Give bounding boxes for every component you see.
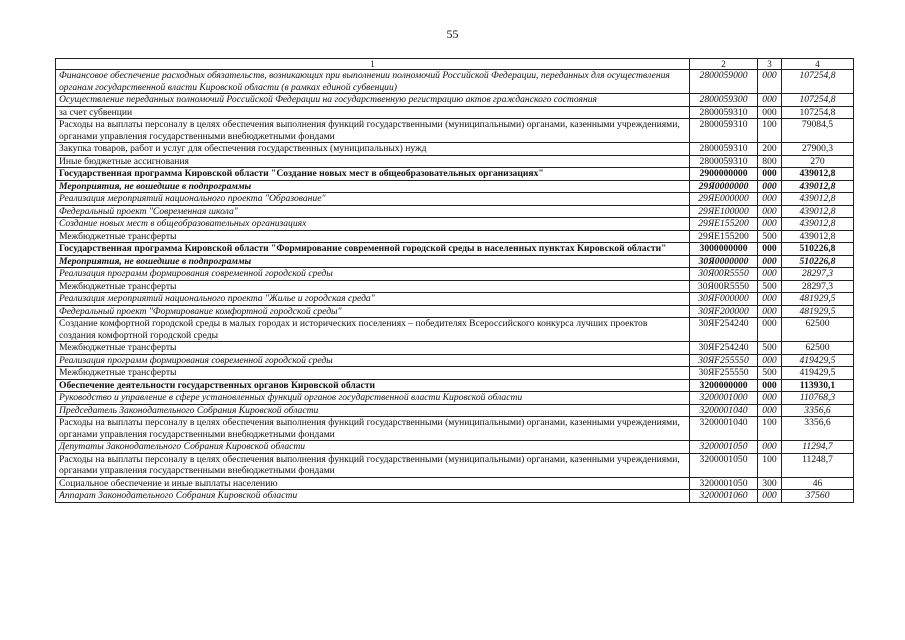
table-row	[56, 318, 854, 342]
row-code-cell: 3200001000	[690, 392, 758, 405]
row-type-cell: 000	[758, 404, 782, 417]
table-row	[56, 243, 854, 256]
row-code-cell: 30ЯF000000	[690, 293, 758, 306]
row-code-cell: 2800059310	[690, 143, 758, 156]
table-row	[56, 280, 854, 293]
row-code-cell: 30ЯF255550	[690, 367, 758, 380]
table-row	[56, 230, 854, 243]
table-row	[56, 268, 854, 281]
row-type-cell: 000	[758, 168, 782, 181]
row-amount-cell: 11248,7	[782, 453, 854, 477]
row-name-cell: Обеспечение деятельности государственных органов Кировской области	[56, 379, 690, 392]
row-amount-cell: 419429,5	[782, 354, 854, 367]
row-amount-cell: 46	[782, 477, 854, 490]
table-row	[56, 255, 854, 268]
table-row	[56, 70, 854, 94]
table-row	[56, 477, 854, 490]
table-row	[56, 155, 854, 168]
row-name-cell: Председатель Законодательного Собрания Кировской области	[56, 404, 690, 417]
row-name-cell: за счет субвенции	[56, 106, 690, 119]
row-code-cell: 30Я0000000	[690, 255, 758, 268]
table-row	[56, 342, 854, 355]
row-name-cell: Иные бюджетные ассигнования	[56, 155, 690, 168]
row-type-cell: 500	[758, 230, 782, 243]
row-name-cell: Расходы на выплаты персоналу в целях обеспечения выполнения функций государственными (муниципальными) органами, казенными учреждениями, органами управления государственными внебюджетными фондами	[56, 417, 690, 441]
row-type-cell: 000	[758, 94, 782, 107]
row-code-cell: 2800059310	[690, 119, 758, 143]
row-amount-cell: 113930,1	[782, 379, 854, 392]
row-amount-cell: 481929,5	[782, 293, 854, 306]
row-name-cell: Межбюджетные трансферты	[56, 230, 690, 243]
row-type-cell: 000	[758, 305, 782, 318]
row-name-cell: Межбюджетные трансферты	[56, 280, 690, 293]
row-code-cell: 2800059300	[690, 94, 758, 107]
table-row	[56, 417, 854, 441]
table-row	[56, 205, 854, 218]
row-name-cell: Социальное обеспечение и иные выплаты населению	[56, 477, 690, 490]
column-header-2: 2	[690, 59, 758, 70]
row-amount-cell: 439012,8	[782, 168, 854, 181]
row-code-cell: 3000000000	[690, 243, 758, 256]
row-code-cell: 29ЯЕ000000	[690, 193, 758, 206]
table-row	[56, 490, 854, 503]
row-amount-cell: 439012,8	[782, 205, 854, 218]
row-code-cell: 2900000000	[690, 168, 758, 181]
row-code-cell: 30Я00R5550	[690, 280, 758, 293]
row-amount-cell: 510226,8	[782, 243, 854, 256]
table-row	[56, 106, 854, 119]
table-row	[56, 379, 854, 392]
table-row	[56, 168, 854, 181]
table-row	[56, 143, 854, 156]
budget-table-body	[56, 59, 854, 503]
table-row	[56, 305, 854, 318]
row-type-cell: 000	[758, 268, 782, 281]
row-type-cell: 000	[758, 70, 782, 94]
row-type-cell: 300	[758, 477, 782, 490]
row-amount-cell: 270	[782, 155, 854, 168]
table-row	[56, 441, 854, 454]
row-name-cell: Федеральный проект "Формирование комфортной городской среды"	[56, 305, 690, 318]
row-name-cell: Федеральный проект "Современная школа"	[56, 205, 690, 218]
row-name-cell: Государственная программа Кировской области "Создание новых мест в общеобразовательных организациях"	[56, 168, 690, 181]
row-name-cell: Мероприятия, не вошедшие в подпрограммы	[56, 180, 690, 193]
row-type-cell: 000	[758, 490, 782, 503]
budget-table	[55, 58, 854, 503]
row-type-cell: 000	[758, 318, 782, 342]
row-name-cell: Реализация программ формирования современной городской среды	[56, 268, 690, 281]
row-amount-cell: 419429,5	[782, 367, 854, 380]
page-number: 55	[446, 27, 459, 41]
row-amount-cell: 3356,6	[782, 404, 854, 417]
row-amount-cell: 107254,8	[782, 94, 854, 107]
row-code-cell: 29ЯЕ155200	[690, 230, 758, 243]
table-row	[56, 392, 854, 405]
row-amount-cell: 439012,8	[782, 180, 854, 193]
row-amount-cell: 28297,3	[782, 280, 854, 293]
row-code-cell: 30ЯF255550	[690, 354, 758, 367]
row-type-cell: 000	[758, 180, 782, 193]
row-name-cell: Руководство и управление в сфере установленных функций органов государственной власти Кировской области	[56, 392, 690, 405]
row-type-cell: 500	[758, 367, 782, 380]
column-header-4: 4	[782, 59, 854, 70]
column-header-3: 3	[758, 59, 782, 70]
row-code-cell: 2800059000	[690, 70, 758, 94]
row-amount-cell: 37560	[782, 490, 854, 503]
row-code-cell: 3200001040	[690, 417, 758, 441]
row-type-cell: 000	[758, 441, 782, 454]
row-code-cell: 3200001050	[690, 441, 758, 454]
row-name-cell: Закупка товаров, работ и услуг для обеспечения государственных (муниципальных) нужд	[56, 143, 690, 156]
table-row	[56, 193, 854, 206]
row-type-cell: 000	[758, 205, 782, 218]
row-amount-cell: 62500	[782, 318, 854, 342]
row-name-cell: Депутаты Законодательного Собрания Кировской области	[56, 441, 690, 454]
row-code-cell: 3200000000	[690, 379, 758, 392]
row-amount-cell: 439012,8	[782, 193, 854, 206]
row-code-cell: 29ЯЕ100000	[690, 205, 758, 218]
row-type-cell: 200	[758, 143, 782, 156]
row-type-cell: 000	[758, 218, 782, 231]
row-name-cell: Межбюджетные трансферты	[56, 342, 690, 355]
row-name-cell: Создание новых мест в общеобразовательных организациях	[56, 218, 690, 231]
table-row	[56, 354, 854, 367]
row-code-cell: 3200001050	[690, 453, 758, 477]
row-code-cell: 2800059310	[690, 106, 758, 119]
row-amount-cell: 3356,6	[782, 417, 854, 441]
table-row	[56, 180, 854, 193]
table-row	[56, 218, 854, 231]
row-type-cell: 000	[758, 193, 782, 206]
row-name-cell: Мероприятия, не вошедшие в подпрограммы	[56, 255, 690, 268]
row-code-cell: 30ЯF200000	[690, 305, 758, 318]
row-code-cell: 30ЯF254240	[690, 318, 758, 342]
row-amount-cell: 27900,3	[782, 143, 854, 156]
row-name-cell: Финансовое обеспечение расходных обязательств, возникающих при выполнении полномочий Российской Федерации, переданных для осуществления органам государственной власти Кировской области (в рамках единой субвенции)	[56, 70, 690, 94]
row-name-cell: Межбюджетные трансферты	[56, 367, 690, 380]
row-name-cell: Реализация мероприятий национального проекта "Образование"	[56, 193, 690, 206]
row-type-cell: 100	[758, 417, 782, 441]
row-name-cell: Осуществление переданных полномочий Российской Федерации на государственную регистрацию актов гражданского состояния	[56, 94, 690, 107]
row-amount-cell: 62500	[782, 342, 854, 355]
row-amount-cell: 28297,3	[782, 268, 854, 281]
column-header-1: 1	[56, 59, 690, 70]
row-name-cell: Государственная программа Кировской области "Формирование современной городской среды в населенных пунктах Кировской области"	[56, 243, 690, 256]
row-type-cell: 000	[758, 379, 782, 392]
row-code-cell: 30ЯF254240	[690, 342, 758, 355]
table-row	[56, 404, 854, 417]
row-name-cell: Расходы на выплаты персоналу в целях обеспечения выполнения функций государственными (муниципальными) органами, казенными учреждениями, органами управления государственными внебюджетными фондами	[56, 453, 690, 477]
row-amount-cell: 110768,3	[782, 392, 854, 405]
row-amount-cell: 11294,7	[782, 441, 854, 454]
table-row	[56, 119, 854, 143]
row-code-cell: 29ЯЕ155200	[690, 218, 758, 231]
row-amount-cell: 439012,8	[782, 218, 854, 231]
row-amount-cell: 439012,8	[782, 230, 854, 243]
row-type-cell: 000	[758, 293, 782, 306]
row-code-cell: 2800059310	[690, 155, 758, 168]
table-row	[56, 94, 854, 107]
row-amount-cell: 481929,5	[782, 305, 854, 318]
row-type-cell: 800	[758, 155, 782, 168]
row-code-cell: 3200001040	[690, 404, 758, 417]
row-amount-cell: 107254,8	[782, 70, 854, 94]
row-type-cell: 000	[758, 354, 782, 367]
table-row	[56, 367, 854, 380]
table-row	[56, 453, 854, 477]
row-type-cell: 000	[758, 392, 782, 405]
row-code-cell: 3200001060	[690, 490, 758, 503]
row-name-cell: Создание комфортной городской среды в малых городах и исторических поселениях – победителях Всероссийского конкурса лучших проектов создания комфортной городской среды	[56, 318, 690, 342]
row-type-cell: 000	[758, 255, 782, 268]
row-amount-cell: 107254,8	[782, 106, 854, 119]
row-type-cell: 000	[758, 243, 782, 256]
row-type-cell: 100	[758, 119, 782, 143]
row-name-cell: Аппарат Законодательного Собрания Кировской области	[56, 490, 690, 503]
row-type-cell: 100	[758, 453, 782, 477]
row-code-cell: 3200001050	[690, 477, 758, 490]
row-type-cell: 500	[758, 342, 782, 355]
row-type-cell: 500	[758, 280, 782, 293]
row-code-cell: 30Я00R5550	[690, 268, 758, 281]
row-amount-cell: 79084,5	[782, 119, 854, 143]
row-name-cell: Реализация программ формирования современной городской среды	[56, 354, 690, 367]
row-type-cell: 000	[758, 106, 782, 119]
row-amount-cell: 510226,8	[782, 255, 854, 268]
row-code-cell: 29Я0000000	[690, 180, 758, 193]
table-header-row	[56, 59, 854, 70]
table-row	[56, 293, 854, 306]
row-name-cell: Расходы на выплаты персоналу в целях обеспечения выполнения функций государственными (муниципальными) органами, казенными учреждениями, органами управления государственными внебюджетными фондами	[56, 119, 690, 143]
row-name-cell: Реализация мероприятий национального проекта "Жилье и городская среда"	[56, 293, 690, 306]
